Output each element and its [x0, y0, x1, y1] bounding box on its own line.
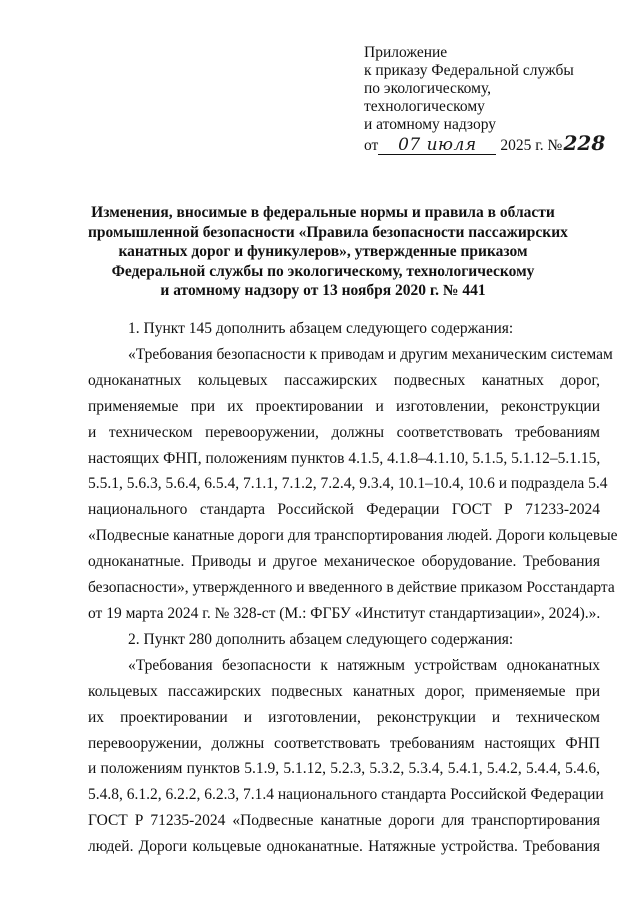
- date-prefix: от: [364, 137, 379, 154]
- title-line: Федеральной службы по экологическому, технологическому: [111, 262, 535, 280]
- approval-line-5: и атомному надзору: [364, 116, 496, 133]
- text-line: настоящих ФНП, положениям пунктов 4.1.5, 4.1.8–4.1.10, 5.1.5, 5.1.12–5.1.15,: [88, 449, 601, 467]
- paragraph-1: [88, 316, 600, 342]
- text-line: безопасности», утвержденного и введенного в действие приказом Росстандарта: [88, 579, 615, 597]
- text-line: «Подвесные канатные дороги для транспортирования людей. Дороги кольцевые: [88, 527, 618, 545]
- text-line: ГОСТ Р 71235-2024 «Подвесные канатные дороги для транспортирования: [88, 812, 600, 830]
- year-and-number-label: 2025 г. №: [500, 137, 563, 154]
- paragraph-3: [88, 627, 600, 653]
- approval-line-3: по экологическому,: [364, 80, 492, 97]
- text-line: их проектировании и изготовлении, реконструкции и техническом: [88, 708, 600, 726]
- approval-block: [364, 44, 614, 155]
- text-line: 2. Пункт 280 дополнить абзацем следующего содержания:: [128, 630, 514, 648]
- text-line: кольцевых пассажирских подвесных канатных дорог, применяемые при: [88, 682, 600, 700]
- order-date-number-line: [364, 131, 614, 155]
- approval-line-1: Приложение: [364, 44, 448, 61]
- title-line: канатных дорог и фуникулеров», утвержденные приказом: [118, 243, 528, 260]
- approval-line-4: технологическому: [364, 98, 485, 115]
- text-line: и техническом перевооружении, должны соответствовать требованиям: [88, 423, 600, 441]
- text-line: 5.5.1, 5.6.3, 5.6.4, 6.5.4, 7.1.1, 7.1.2, 7.2.4, 9.3.4, 10.1–10.4, 10.6 и подраздела 5.4: [88, 475, 608, 493]
- paragraph-2: [88, 342, 618, 627]
- approval-line-2: к приказу Федеральной службы: [364, 62, 574, 79]
- text-line: людей. Дороги кольцевые одноканатные. Натяжные устройства. Требования: [88, 838, 600, 856]
- text-line: применяемые при их проектировании и изготовлении, реконструкции: [88, 397, 600, 415]
- text-line: 1. Пункт 145 дополнить абзацем следующего содержания:: [128, 320, 514, 337]
- text-line: от 19 марта 2024 г. № 328-ст (М.: ФГБУ «Институт стандартизации», 2024).».: [88, 604, 601, 622]
- text-line: «Требования безопасности к приводам и другим механическим системам: [128, 345, 613, 363]
- text-line: «Требования безопасности к натяжным устройствам одноканатных: [128, 656, 600, 674]
- text-line: одноканатных кольцевых пассажирских подвесных канатных дорог,: [88, 371, 600, 389]
- title-line: Изменения, вносимые в федеральные нормы и правила в области: [91, 204, 555, 221]
- text-line: одноканатные. Приводы и другое механическое оборудование. Требования: [88, 553, 600, 571]
- title-line: и атомному надзору от 13 ноября 2020 г. № 441: [160, 282, 486, 299]
- title-line: промышленной безопасности «Правила безопасности пассажирских: [88, 223, 568, 241]
- document-title: [88, 203, 568, 301]
- text-line: и положениям пунктов 5.1.9, 5.1.12, 5.2.3, 5.3.2, 5.3.4, 5.4.1, 5.4.2, 5.4.4, 5.4.6,: [88, 760, 600, 778]
- document-body: [88, 316, 618, 860]
- text-line: 5.4.8, 6.1.2, 6.2.2, 6.2.3, 7.1.4 национального стандарта Российской Федерации: [88, 786, 604, 804]
- handwritten-date: 07 июля: [378, 136, 496, 155]
- text-line: перевооружении, должны соответствовать требованиям настоящих ФНП: [88, 734, 600, 752]
- handwritten-order-number: 228: [563, 131, 606, 155]
- paragraph-4: [88, 653, 604, 860]
- text-line: национального стандарта Российской Федерации ГОСТ Р 71233-2024: [88, 501, 600, 519]
